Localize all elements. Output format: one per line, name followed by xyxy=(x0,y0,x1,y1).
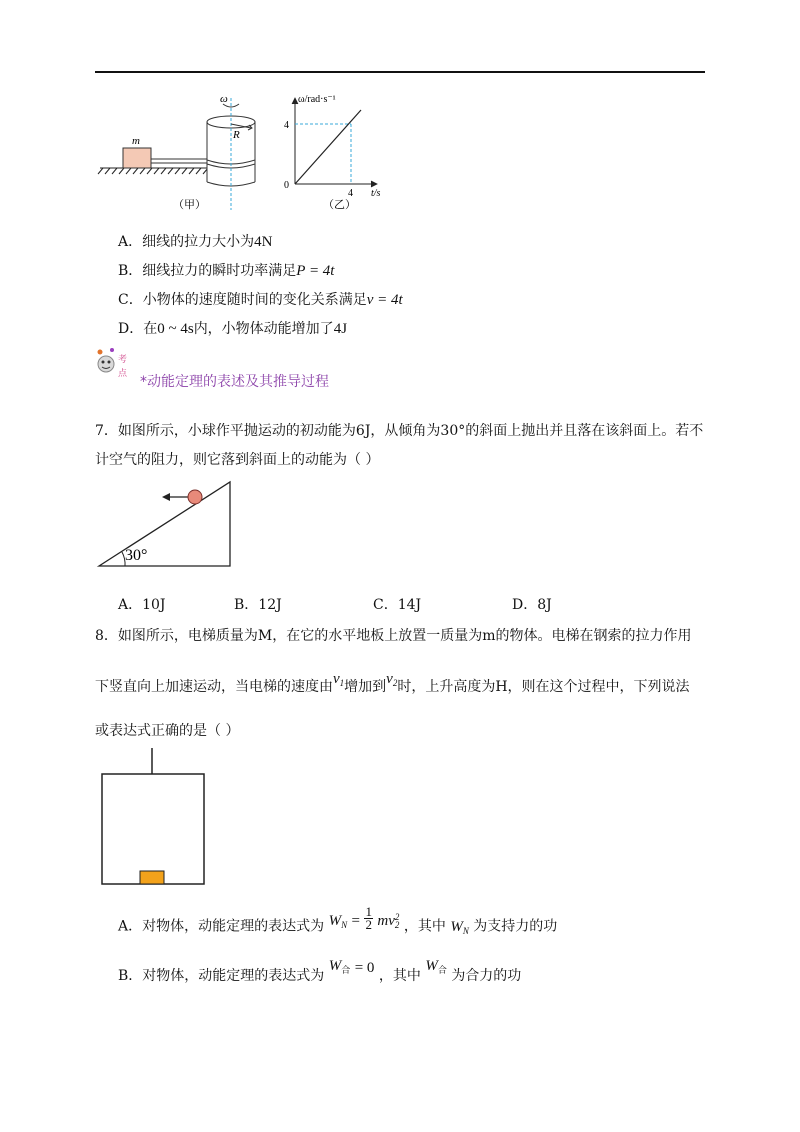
omega-t-graph xyxy=(284,94,381,211)
caption-yi: （乙） xyxy=(323,199,356,211)
ground xyxy=(98,168,213,174)
radius-label: R xyxy=(233,129,240,141)
option-math: 0 ~ 4s xyxy=(157,321,194,337)
kaodian-bottom: 点 xyxy=(118,368,128,378)
formula-fraction: $\frac{1}{2}$ xyxy=(365,904,372,932)
header-rule xyxy=(95,71,705,73)
q8-option-b xyxy=(118,958,522,990)
formula-wn-ref: $W_N$ xyxy=(450,918,469,936)
q8-text: 增加到 xyxy=(344,679,387,695)
q7-option-c: C．14J xyxy=(373,597,422,613)
elevator-figure xyxy=(98,748,208,888)
q7-option-d: D．8J xyxy=(512,597,552,613)
kaodian-top: 考 xyxy=(118,354,128,364)
elevator-box xyxy=(102,774,204,884)
q8-text: 下竖直向上加速运动，当电梯的速度由 xyxy=(95,679,333,695)
q7-line2: 计空气的阻力，则它落到斜面上的动能为（ ） xyxy=(95,452,380,468)
option-math: 4N xyxy=(254,234,273,250)
formula-mv2: mv 2 2 xyxy=(377,912,400,931)
q6-option-a xyxy=(118,232,272,252)
q7-option-a: A．10J xyxy=(118,597,166,613)
option-text: 为合力的功 xyxy=(451,968,522,984)
option-math: P = 4t xyxy=(296,263,335,279)
incline-triangle xyxy=(99,482,230,566)
block-m xyxy=(123,148,151,168)
x-axis-label: t/s xyxy=(371,188,381,199)
option-text: 为支持力的功 xyxy=(473,918,558,935)
option-math: 4J xyxy=(333,321,348,337)
y-axis-label: ω/rad·s⁻¹ xyxy=(298,94,336,105)
omega-label: ω xyxy=(220,93,228,105)
q6-option-c xyxy=(118,290,403,310)
x-tick-label: 4 xyxy=(348,188,353,199)
formula-zero: = 0 xyxy=(354,960,375,976)
object-m xyxy=(140,871,164,884)
formula-whe-ref: $W_合$ xyxy=(425,958,447,975)
option-text: C．小物体的速度随时间的变化关系满足 xyxy=(118,292,367,308)
angle-label: 30° xyxy=(125,547,148,564)
q8-line1: 8．如图所示，电梯质量为M，在它的水平地板上放置一质量为m的物体。电梯在钢索的拉力作用 xyxy=(95,628,692,644)
q6-option-d xyxy=(118,319,347,339)
ball xyxy=(188,490,202,504)
q8-line3: 或表达式正确的是（ ） xyxy=(95,723,240,739)
v2-symbol: $v_2$ xyxy=(386,671,398,688)
kaodian-text[interactable]: *动能定理的表述及其推导过程 xyxy=(140,374,329,390)
q7-option-b: B．12J xyxy=(234,597,282,613)
option-text: B．细线拉力的瞬时功率满足 xyxy=(118,263,297,279)
q8-text: 时，上升高度为H，则在这个过程中，下列说法 xyxy=(397,679,690,695)
q6-option-b xyxy=(118,261,334,281)
kaodian-badge-icon xyxy=(92,346,140,386)
q8-line2 xyxy=(95,671,690,701)
option-text: A．细线的拉力大小为 xyxy=(118,234,255,250)
option-text: A．对物体，动能定理的表达式为 xyxy=(118,918,325,935)
q8-option-a xyxy=(118,904,558,941)
option-text: 内，小物体动能增加了 xyxy=(193,321,334,337)
formula-wn: $W_N$ xyxy=(328,912,348,930)
v1-symbol: $v_1$ xyxy=(333,671,345,688)
origin-label: 0 xyxy=(284,180,289,191)
option-text: ，其中 xyxy=(403,918,446,935)
option-text: D．在 xyxy=(118,321,158,337)
caption-jia: （甲） xyxy=(173,199,206,211)
formula-whe: $W_合$ xyxy=(328,958,351,975)
mass-label: m xyxy=(132,135,140,147)
figure-jia-yi xyxy=(95,90,395,215)
formula-eq: = xyxy=(351,912,361,929)
y-tick-label: 4 xyxy=(284,120,289,131)
q7-line1: 7．如图所示，小球作平抛运动的初动能为6J，从倾角为30°的斜面上抛出并且落在该斜面上。若不 xyxy=(95,423,704,439)
incline-figure xyxy=(95,478,240,570)
option-math: v = 4t xyxy=(366,292,403,308)
option-text: ，其中 xyxy=(378,968,421,984)
option-text: B．对物体，动能定理的表达式为 xyxy=(118,968,325,984)
